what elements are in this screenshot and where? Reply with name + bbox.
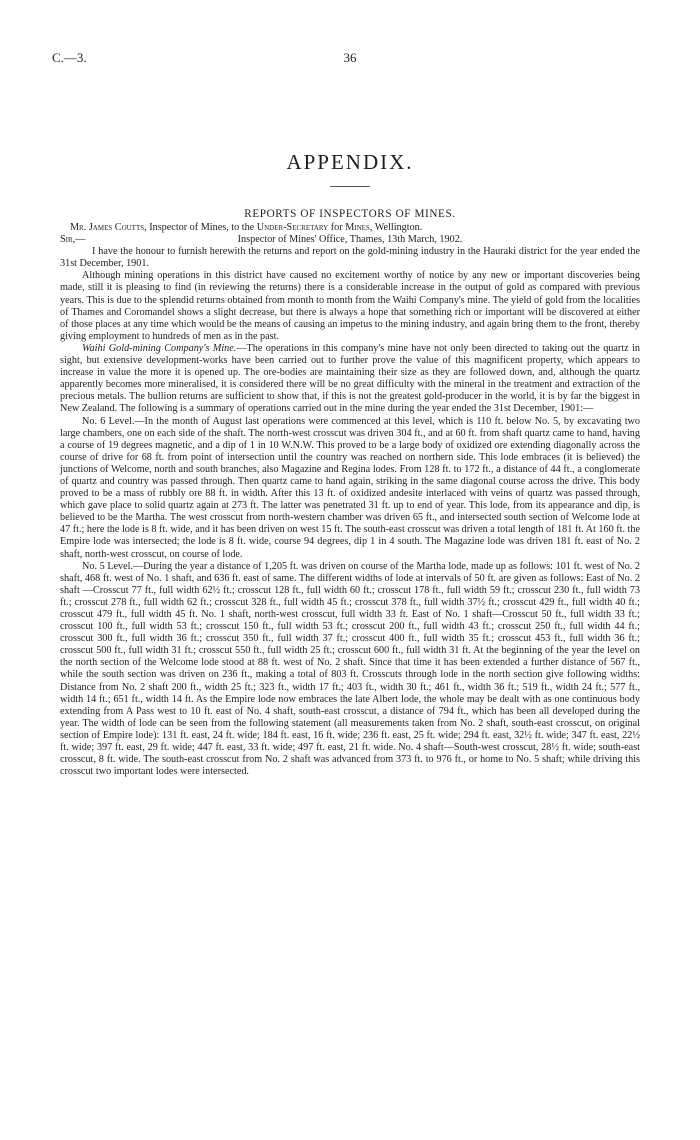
paragraph-intro: I have the honour to furnish herewith the returns and report on the gold-mining industry in the Hauraki district for the year ended the 31st December, 1901. [60,246,640,270]
address-recipient: Under-Secretary [256,222,329,233]
section-heading: REPORTS OF INSPECTORS OF MINES. [244,208,456,220]
office-dateline: Inspector of Mines' Office, Thames, 13th March, 1902. [237,234,463,246]
address-line: Mr. James Coutts, Inspector of Mines, to the Under-Secretary for Mines, Wellington. [70,222,423,233]
address-sender: Mr. James Coutts [70,222,145,233]
title-divider [330,186,370,187]
paragraph-overview: Although mining operations in this district have caused no excitement worthy of notice by any new or important discoveries being made, still it is pleasing to find (in reviewing the returns) there is a considerable increase in the output of gold as compared with previous years. This is due to the splendid returns obtained from month to month from the Waihi Company's mine. The yield of gold from the localities of Thames and Coromandel shows a slight decrease, but there is always a hope that something rich or important will be discovered at either of those places at any time which would be the means of causing an impetus to the mining industry, and again bring them to the front, thereby giving employment to hundreds of men as in the past. [60,270,640,342]
paragraph-waihi: Waihi Gold-mining Company's Mine.—The operations in this company's mine have not only been directed to taking out the quartz in sight, but extensive development-works have been carried out to further prove the value of this magnificent property, which appears to increase in value the more it is opened up. The ore-bodies are maintaining their size as they are followed down, and, although the quartz apparently becomes more mineralised, it is considered there will be no great difficulty with the mineral in the treatment and extraction of the precious metals. The bullion returns are sufficient to show that, if this is not the greatest gold-producer in the world, it is by far the biggest in New Zealand. The following is a summary of operations carried out in the mine during the year ended the 31st December, 1901:— [60,342,640,415]
salutation-row [60,234,640,246]
report-body [60,222,640,778]
waihi-heading: Waihi Gold-mining Company's Mine. [82,342,237,354]
paragraph-level-5: No. 5 Level.—During the year a distance of 1,205 ft. was driven on course of the Martha lode, made up as follows: 101 ft. west of No. 2 shaft, 468 ft. west of No. 1 shaft, and 636 ft. east of same. The different widths of lode at intervals of 50 ft. are given as follows: East of No. 2 shaft —Crosscut 77 ft., full width 62½ ft.; crosscut 128 ft., full width 60 ft.; crosscut 178 ft., full width 59 ft.; crosscut 230 ft., full width 73 ft.; crosscut 278 ft., full width 62 ft.; crosscut 328 ft., full width 45 ft.; crosscut 378 ft., full width 37½ ft.; crosscut 429 ft., full width 40 ft.; crosscut 479 ft., full width 45 ft. No. 1 shaft, north-west crosscut, full width 33 ft. East of No. 1 shaft—Crosscut 50 ft., full width 33 ft.; crosscut 100 ft., full width 53 ft.; crosscut 150 ft., full width 53 ft.; crosscut 200 ft., full width 43 ft.; crosscut 250 ft., full width 44 ft.; crosscut 300 ft., full width 36 ft.; crosscut 350 ft., full width 37 ft.; crosscut 400 ft., full width 35 ft.; crosscut 453 ft., full width 36 ft.; crosscut 500 ft., full width 31 ft.; crosscut 550 ft., full width 25 ft.; crosscut 600 ft., full width 31 ft. At the beginning of the year the level on the north section of the Welcome lode stood at 88 ft. west of No. 2 shaft. Since that time it has been extended a further distance of 567 ft., while the south section was driven on 236 ft., making a total of 803 ft. Crosscuts through lode in the north section give following widths: Distance from No. 2 shaft 200 ft., width 25 ft.; 323 ft., width 17 ft.; 403 ft., width 30 ft.; 461 ft., width 36 ft.; 519 ft., width 24 ft.; 577 ft., width 14 ft.; 651 ft., width 14 ft. As the Empire lode now embraces the late Albert lode, the whole may be dealt with as one continuous body extending from A Pass west to 10 ft. east of No. 4 shaft, south-east crosscut, a distance of 794 ft., which has been all developed during the year. The width of lode can be seen from the following statement (all measurements taken from No. 2 shaft, south-east crosscut, on original section of Empire lode): 131 ft. east, 24 ft. wide; 184 ft. east, 16 ft. wide; 236 ft. east, 25 ft. wide; 294 ft. east, 32½ ft. wide; 347 ft. east, 22½ ft. wide; 397 ft. east, 29 ft. wide; 447 ft. east, 33 ft. wide; 497 ft. east, 21 ft. wide. No. 4 shaft—South-west crosscut, 28½ ft. wide; south-east crosscut, 8 ft. wide. The south-east crosscut from No. 2 shaft was advanced from 373 ft. to 976 ft., or home to No. 5 shaft; while driving this crosscut two important lodes were intersected. [60,560,640,778]
page-title: APPENDIX. [286,150,414,174]
salutation: Sir,— [60,234,86,246]
paragraph-level-6: No. 6 Level.—In the month of August last operations were commenced at this level, which is 110 ft. below No. 5, by excavating two large chambers, one on each side of the shaft. The north-west crosscut was driven 304 ft., and at 60 ft. from shaft quartz came to hand, having a course of 19 degrees magnetic, and a dip of 1 in 10 W.N.W. This proved to be a large body of oxidized ore extending diagonally across the course of drive for 68 ft. from point of intersection until the country was reached on northern side. This lode embraces (it is believed) the junctions of Welcome, north and south branches, also Magazine and Regina lodes. From 128 ft. to 172 ft., a distance of 44 ft., a conglomerate of quartz and country was passed through. Then quartz came to hand again, striking in the same diagonal course across the drive. This body proved to be a mass of rubbly ore 88 ft. in width. After this 13 ft. of oxidized andesite interlaced with veins of quartz was passed through, which gave place to solid quartz again at 273 ft. The latter was penetrated 31 ft. up to end of year. This lode, from its appearance and dip, is believed to be the Martha. The west crosscut from north-western chamber was driven 65 ft., and intersected south section of Welcome lode at 47 ft.; here the lode is 8 ft. wide, and it has been driven on west 15 ft. The south-east crosscut was driven a total length of 181 ft. At 160 ft. the Empire lode was intersected; the lode is 8 ft. wide, course 94 degrees, dip 1 in 4 south. The Magazine lode was driven 181 ft. east of No. 2 shaft, north-west crosscut, on course of lode. [60,415,640,560]
document-reference: C.—3. [52,50,87,65]
page-number: 36 [343,50,357,65]
